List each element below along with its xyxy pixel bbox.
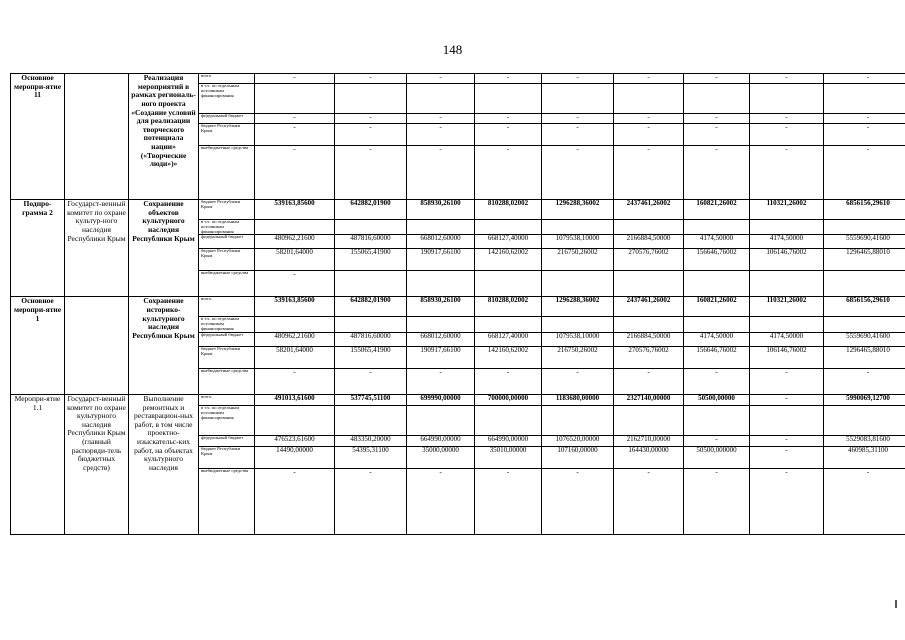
amount-cell: -: [750, 435, 824, 446]
amount-cell: 160821,26002: [684, 297, 750, 317]
amount-cell: 668127,40000: [475, 235, 542, 249]
amount-cell: [475, 220, 542, 235]
amount-cell: -: [335, 124, 407, 146]
amount-cell: [684, 84, 750, 114]
funding-source: всего,: [199, 394, 255, 405]
amount-cell: 5529083,81600: [824, 435, 905, 446]
funding-source: бюджет Республики Крым: [199, 249, 255, 271]
amount-cell: -: [614, 468, 684, 534]
amount-cell: 14490,00000: [255, 446, 335, 468]
amount-cell: 537745,51100: [335, 394, 407, 405]
amount-cell: -: [407, 124, 475, 146]
amount-cell: [407, 317, 475, 332]
amount-cell: -: [542, 146, 614, 200]
amount-cell: -: [335, 74, 407, 84]
amount-cell: -: [684, 368, 750, 394]
amount-cell: [614, 405, 684, 435]
amount-cell: 50500,000000: [684, 446, 750, 468]
amount-cell: [824, 405, 905, 435]
amount-cell: -: [684, 124, 750, 146]
funding-source: в т.ч. по отдельным источникам финансирования: [199, 84, 255, 114]
amount-cell: [335, 220, 407, 235]
amount-cell: 216750,26002: [542, 346, 614, 368]
amount-cell: 664990,00000: [407, 435, 475, 446]
funding-source: всего,: [199, 297, 255, 317]
amount-cell: 106146,76002: [750, 249, 824, 271]
amount-cell: 2166884,50000: [614, 332, 684, 346]
amount-cell: 668012,60000: [407, 235, 475, 249]
amount-cell: 2437461,26002: [614, 297, 684, 317]
funding-source: бюджет Республики Крым: [199, 446, 255, 468]
amount-cell: -: [614, 368, 684, 394]
amount-cell: -: [824, 114, 905, 124]
amount-cell: -: [407, 114, 475, 124]
amount-cell: 155065,41900: [335, 249, 407, 271]
amount-cell: [475, 84, 542, 114]
amount-cell: -: [475, 114, 542, 124]
amount-cell: 142160,62002: [475, 249, 542, 271]
amount-cell: [335, 317, 407, 332]
amount-cell: 6856156,29610: [824, 297, 905, 317]
amount-cell: 2162710,00000: [614, 435, 684, 446]
amount-cell: 480962,21600: [255, 332, 335, 346]
scan-mark: [895, 600, 897, 608]
amount-cell: 642882,01900: [335, 297, 407, 317]
amount-cell: [407, 84, 475, 114]
amount-cell: -: [824, 74, 905, 84]
amount-cell: 4174,50000: [750, 332, 824, 346]
amount-cell: 1296288,36002: [542, 297, 614, 317]
amount-cell: [614, 271, 684, 297]
amount-cell: -: [335, 468, 407, 534]
amount-cell: 483350,20000: [335, 435, 407, 446]
amount-cell: -: [407, 74, 475, 84]
funding-source: бюджет Республики Крым: [199, 346, 255, 368]
activity-name: Реализация мероприятий в рамках региональ-ного проекта «Создание условий для реализации творческого потенциала нации» («Творческие люди»)»: [129, 74, 199, 200]
amount-cell: [824, 84, 905, 114]
amount-cell: -: [475, 146, 542, 200]
amount-cell: -: [824, 368, 905, 394]
amount-cell: [407, 271, 475, 297]
amount-cell: -: [614, 74, 684, 84]
amount-cell: 700000,00000: [475, 394, 542, 405]
amount-cell: -: [684, 435, 750, 446]
amount-cell: -: [335, 114, 407, 124]
amount-cell: [255, 317, 335, 332]
amount-cell: [750, 84, 824, 114]
amount-cell: -: [255, 368, 335, 394]
amount-cell: 106146,76002: [750, 346, 824, 368]
amount-cell: 142160,62002: [475, 346, 542, 368]
amount-cell: 6856156,29610: [824, 200, 905, 220]
amount-cell: 491013,61600: [255, 394, 335, 405]
amount-cell: -: [335, 146, 407, 200]
amount-cell: [542, 271, 614, 297]
funding-source: внебюджетные средства: [199, 271, 255, 297]
amount-cell: 164430,00000: [614, 446, 684, 468]
amount-cell: [750, 405, 824, 435]
activity-name: Выполнение ремонтных и реставрацион-ных работ, в том числе проектно-изыскательс-ких работ, на объектах культурного наследия: [129, 394, 199, 534]
amount-cell: -: [824, 124, 905, 146]
amount-cell: [750, 220, 824, 235]
amount-cell: 270576,76002: [614, 346, 684, 368]
amount-cell: 668127,40000: [475, 332, 542, 346]
responsible-executor: Государст-венный комитет по охране культурного наследия Республики Крым (главный распоряди-тель бюджетных средств): [65, 394, 129, 534]
amount-cell: [475, 405, 542, 435]
amount-cell: [335, 405, 407, 435]
amount-cell: 156646,76002: [684, 346, 750, 368]
amount-cell: 54395,31100: [335, 446, 407, 468]
amount-cell: [824, 271, 905, 297]
amount-cell: -: [684, 74, 750, 84]
amount-cell: -: [407, 368, 475, 394]
amount-cell: -: [750, 124, 824, 146]
amount-cell: 5559690,41600: [824, 235, 905, 249]
row-label: Меропри-ятие 1.1: [11, 394, 65, 534]
amount-cell: 476523,61600: [255, 435, 335, 446]
amount-cell: 58201,64000: [255, 346, 335, 368]
amount-cell: -: [750, 74, 824, 84]
amount-cell: [542, 220, 614, 235]
amount-cell: -: [475, 124, 542, 146]
funding-source: федеральный бюджет: [199, 332, 255, 346]
responsible-executor: Государст-венный комитет по охране культур-ного наследия Республики Крым: [65, 200, 129, 297]
main-activity-11-row: [11, 74, 905, 84]
responsible-executor: [65, 297, 129, 394]
financing-table: [10, 73, 905, 535]
amount-cell: 699990,00000: [407, 394, 475, 405]
amount-cell: [684, 220, 750, 235]
amount-cell: [542, 405, 614, 435]
amount-cell: -: [824, 468, 905, 534]
amount-cell: [335, 271, 407, 297]
funding-source: в т.ч. по отдельным источникам финансирования: [199, 317, 255, 332]
amount-cell: -: [255, 124, 335, 146]
amount-cell: 35010,00000: [475, 446, 542, 468]
amount-cell: [255, 405, 335, 435]
amount-cell: 107160,00000: [542, 446, 614, 468]
amount-cell: 155065,41900: [335, 346, 407, 368]
row-label: Подпро-грамма 2: [11, 200, 65, 297]
amount-cell: [542, 317, 614, 332]
amount-cell: -: [407, 468, 475, 534]
amount-cell: -: [407, 146, 475, 200]
funding-source: федеральный бюджет: [199, 235, 255, 249]
amount-cell: 642882,01900: [335, 200, 407, 220]
amount-cell: 110321,26002: [750, 297, 824, 317]
amount-cell: -: [614, 124, 684, 146]
amount-cell: 156646,76002: [684, 249, 750, 271]
amount-cell: [475, 271, 542, 297]
amount-cell: 668012,60000: [407, 332, 475, 346]
amount-cell: 2437461,26002: [614, 200, 684, 220]
amount-cell: 110321,26002: [750, 200, 824, 220]
amount-cell: 480962,21600: [255, 235, 335, 249]
amount-cell: -: [255, 146, 335, 200]
row-label: Основное меропри-ятие 11: [11, 74, 65, 200]
amount-cell: -: [824, 146, 905, 200]
amount-cell: 2166884,50000: [614, 235, 684, 249]
amount-cell: 487816,60000: [335, 235, 407, 249]
amount-cell: [255, 84, 335, 114]
amount-cell: [614, 84, 684, 114]
amount-cell: 810288,02002: [475, 200, 542, 220]
amount-cell: 858930,26100: [407, 297, 475, 317]
amount-cell: -: [614, 114, 684, 124]
funding-source: внебюджетные средства: [199, 468, 255, 534]
amount-cell: 460985,31100: [824, 446, 905, 468]
funding-source: в т.ч. по отдельным источникам финансирования: [199, 220, 255, 235]
amount-cell: -: [684, 114, 750, 124]
funding-source: внебюджетные средства: [199, 146, 255, 200]
funding-source: в т.ч. по отдельным источникам финансирования: [199, 405, 255, 435]
amount-cell: [750, 271, 824, 297]
amount-cell: [614, 317, 684, 332]
row-label: Основное меропри-ятие 1: [11, 297, 65, 394]
amount-cell: 216750,26002: [542, 249, 614, 271]
funding-source: бюджет Республики Крым: [199, 200, 255, 220]
amount-cell: [614, 220, 684, 235]
amount-cell: 1076520,00000: [542, 435, 614, 446]
activity-name: Сохранение объектов культурного наследия Республики Крым: [129, 200, 199, 297]
page-number: 148: [442, 42, 463, 57]
amount-cell: -: [684, 146, 750, 200]
funding-source: всего: [199, 74, 255, 84]
amount-cell: -: [475, 468, 542, 534]
amount-cell: [475, 317, 542, 332]
amount-cell: 190917,66100: [407, 249, 475, 271]
amount-cell: -: [750, 468, 824, 534]
amount-cell: [542, 84, 614, 114]
amount-cell: -: [614, 146, 684, 200]
amount-cell: 1296288,36002: [542, 200, 614, 220]
amount-cell: -: [542, 368, 614, 394]
amount-cell: 1296465,88010: [824, 346, 905, 368]
amount-cell: 190917,66100: [407, 346, 475, 368]
amount-cell: [824, 220, 905, 235]
responsible-executor: [65, 74, 129, 200]
amount-cell: 50500,00000: [684, 394, 750, 405]
amount-cell: 664990,00000: [475, 435, 542, 446]
amount-cell: [824, 317, 905, 332]
amount-cell: 35000,00000: [407, 446, 475, 468]
amount-cell: 539163,85600: [255, 297, 335, 317]
amount-cell: -: [255, 468, 335, 534]
amount-cell: [684, 405, 750, 435]
amount-cell: -: [542, 468, 614, 534]
amount-cell: 858930,26100: [407, 200, 475, 220]
activity-name: Сохранение историко-культурного наследия Республики Крым: [129, 297, 199, 394]
amount-cell: -: [542, 114, 614, 124]
amount-cell: -: [335, 368, 407, 394]
funding-source: федеральный бюджет: [199, 435, 255, 446]
amount-cell: [750, 317, 824, 332]
amount-cell: 1079538,10000: [542, 332, 614, 346]
activity-1-1-row: [11, 394, 905, 405]
amount-cell: 4174,50000: [684, 332, 750, 346]
amount-cell: -: [475, 368, 542, 394]
amount-cell: [407, 220, 475, 235]
amount-cell: [684, 317, 750, 332]
amount-cell: [255, 220, 335, 235]
main-activity-1-row: [11, 297, 905, 317]
amount-cell: 539163,85600: [255, 200, 335, 220]
subprogram-2-row: [11, 200, 905, 220]
amount-cell: -: [542, 124, 614, 146]
amount-cell: 1079538,10000: [542, 235, 614, 249]
amount-cell: -: [750, 146, 824, 200]
amount-cell: 810288,02002: [475, 297, 542, 317]
amount-cell: [335, 84, 407, 114]
amount-cell: [684, 271, 750, 297]
amount-cell: -: [542, 74, 614, 84]
amount-cell: -: [255, 271, 335, 297]
amount-cell: -: [255, 114, 335, 124]
funding-source: бюджет Республики Крым: [199, 124, 255, 146]
amount-cell: -: [750, 446, 824, 468]
amount-cell: 160821,26002: [684, 200, 750, 220]
amount-cell: -: [475, 74, 542, 84]
amount-cell: 1183680,00000: [542, 394, 614, 405]
funding-source: внебюджетные средства: [199, 368, 255, 394]
amount-cell: 270576,76002: [614, 249, 684, 271]
amount-cell: 4174,50000: [684, 235, 750, 249]
amount-cell: 487816,60000: [335, 332, 407, 346]
amount-cell: -: [255, 74, 335, 84]
amount-cell: 1296465,88010: [824, 249, 905, 271]
amount-cell: 5990069,12700: [824, 394, 905, 405]
amount-cell: -: [750, 114, 824, 124]
amount-cell: -: [684, 468, 750, 534]
amount-cell: -: [750, 368, 824, 394]
amount-cell: 58201,64000: [255, 249, 335, 271]
amount-cell: 2327140,00000: [614, 394, 684, 405]
amount-cell: [407, 405, 475, 435]
amount-cell: -: [750, 394, 824, 405]
funding-source: федеральный бюджет: [199, 114, 255, 124]
amount-cell: 4174,50000: [750, 235, 824, 249]
amount-cell: 5559690,41600: [824, 332, 905, 346]
